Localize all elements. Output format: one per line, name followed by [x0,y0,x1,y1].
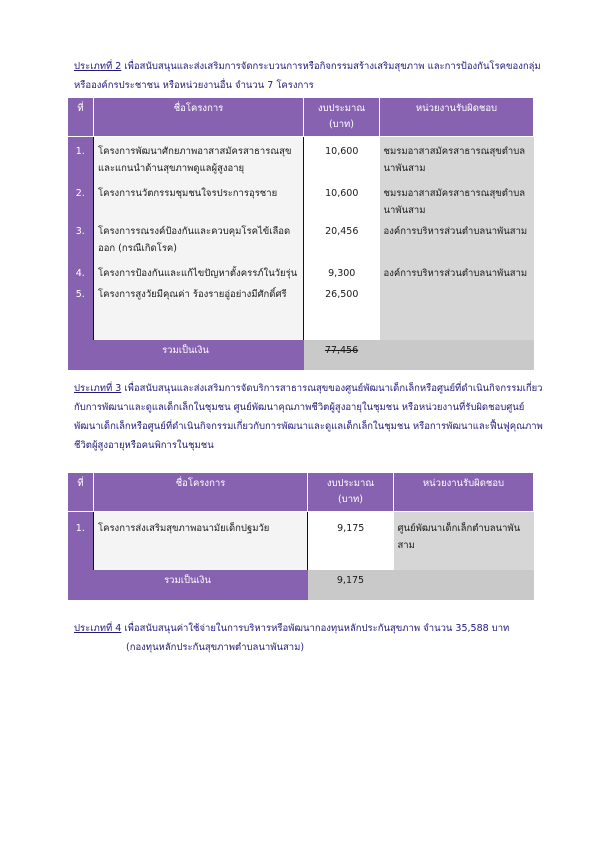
row-project-name: โครงการป้องกันและแก้ไขปัญหาตั้งครรภ์ในวัยรุ่น [94,259,304,284]
section2-table-header [68,98,534,137]
section3-heading-keyword: ประเภทที่ 3 [74,383,122,394]
row-budget: 9,300 [304,259,380,284]
row-agency: องค์การบริหารส่วนตำบลนาพันสาม [380,259,534,284]
row-agency: ชมรมอาสาสมัครสาธารณสุขตำบลนาพันสาม [380,179,534,221]
header-no: ที่ [68,98,94,137]
table-row [68,221,534,259]
header-budget-unit: (บาท) [337,494,364,505]
header-budget-unit: (บาท) [328,119,355,130]
header-budget [308,473,394,512]
header-agency: หน่วยงานรับผิดชอบ [394,473,534,512]
section4-heading-keyword: ประเภทที่ 4 [74,623,122,634]
header-budget-label: งบประมาณ [326,478,375,489]
row-no: 3. [68,221,94,259]
header-name: ชื่อโครงการ [94,98,304,137]
row-no: 4. [68,259,94,284]
row-no: 1. [68,512,94,571]
section4-heading [74,619,544,657]
section2-total-row [68,340,534,370]
total-empty [380,340,534,370]
table-row [68,179,534,221]
header-name: ชื่อโครงการ [94,473,308,512]
row-agency [380,284,534,340]
row-budget: 26,500 [304,284,380,340]
row-no: 2. [68,179,94,221]
row-agency: องค์การบริหารส่วนตำบลนาพันสาม [380,221,534,259]
section3-heading-text: เพื่อสนับสนุนและส่งเสริมการจัดบริการสาธารณสุขของศูนย์พัฒนาเด็กเล็กหรือศูนย์ที่ดำเนินกิจกรรมเกี่ยวกับการพัฒนาและดูแลเด็กเล็กในชุมชน ศูนย์พัฒนาคุณภาพชีวิตผู้สูงอายุในชุมชน หรือหน่วยงานที่รับผิดชอบศูนย์พัฒนาเด็กเล็กหรือศูนย์ที่ดำเนินกิจกรรมเกี่ยวกับการพัฒนาและดูแลเด็กเล็กในชุมชน หรือการพัฒนาและฟื้นฟูคุณภาพชีวิตผู้สูงอายุหรือคนพิการในชุมชน [74,383,543,451]
row-budget: 20,456 [304,221,380,259]
section3-table [67,472,534,600]
section2-heading-text: เพื่อสนับสนุนและส่งเสริมการจัดกระบวนการหรือกิจกรรมสร้างเสริมสุขภาพ และการป้องกันโรคของกลุ่มหรือองค์กรประชาชน หรือหน่วยงานอื่น จำนวน 7 โครงการ [74,61,541,91]
header-no: ที่ [68,473,94,512]
row-agency: ศูนย์พัฒนาเด็กเล็กตำบลนาพันสาม [394,512,534,571]
section2-heading-keyword: ประเภทที่ 2 [74,61,122,72]
row-no: 5. [68,284,94,340]
table-row [68,284,534,340]
section4-heading-text: เพื่อสนับสนุนค่าใช้จ่ายในการบริหารหรือพัฒนากองทุนหลักประกันสุขภาพ จำนวน 35,588 บาท [121,623,510,634]
row-project-name: โครงการนวัตกรรมชุมชนใจรประการอุรชาย [94,179,304,221]
section3-table-header [68,473,534,512]
table-row [68,137,534,180]
table-row [68,512,534,571]
row-project-name: โครงการสูงวัยมีคุณค่า ร้องรายอู่อย่างมีศักดิ์ศรี [94,284,304,340]
section2-table [67,97,534,370]
row-budget: 10,600 [304,137,380,180]
section4-note: (กองทุนหลักประกันสุขภาพตำบลนาพันสาม) [126,642,305,653]
row-no: 1. [68,137,94,180]
header-agency: หน่วยงานรับผิดชอบ [380,98,534,137]
header-budget-label: งบประมาณ [317,103,366,114]
row-project-name: โครงการรณรงค์ป้องกันและควบคุมโรคไข้เลือดออก (กรณีเกิดโรค) [94,221,304,259]
table-row [68,259,534,284]
row-agency: ชมรมอาสาสมัครสาธารณสุขตำบลนาพันสาม [380,137,534,180]
section3-heading [74,379,544,455]
row-project-name: โครงการส่งเสริมสุขภาพอนามัยเด็กปฐมวัย [94,512,308,571]
row-budget: 9,175 [308,512,394,571]
total-empty [394,570,534,600]
total-label: รวมเป็นเงิน [68,340,304,370]
row-project-name: โครงการพัฒนาศักยภาพอาสาสมัครสาธารณสุขและแกนนำด้านสุขภาพดูแลผู้สูงอายุ [94,137,304,180]
total-label: รวมเป็นเงิน [68,570,308,600]
section2-heading [74,57,544,95]
section3-total-row [68,570,534,600]
header-budget [304,98,380,137]
row-budget: 10,600 [304,179,380,221]
total-value: 77,456 [304,340,380,370]
total-value: 9,175 [308,570,394,600]
